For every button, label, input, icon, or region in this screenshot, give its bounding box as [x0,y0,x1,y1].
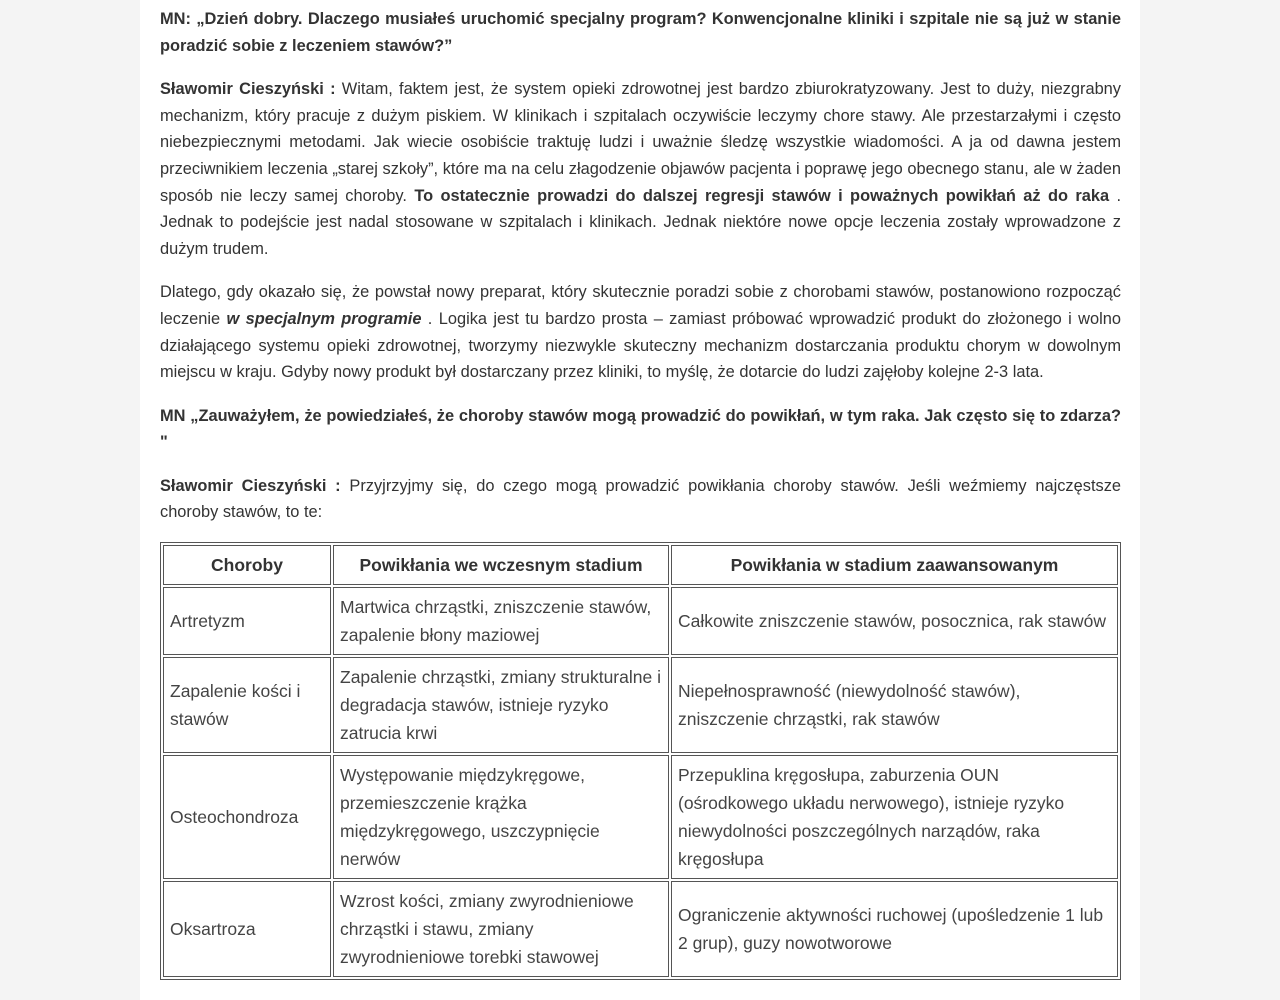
answer-2 [160,473,1121,526]
speaker-name: Sławomir Cieszyński : [160,476,341,495]
column-header: Choroby [163,545,331,585]
disease-cell: Zapalenie kości i stawów [163,657,331,753]
advanced-complications-cell: Całkowite zniszczenie stawów, posocznica, rak stawów [671,587,1118,655]
table-row [163,587,1118,655]
answer-text: Witam, faktem jest, że system opieki zdrowotnej jest bardzo zbiurokratyzowany. Jest to duży, niezgrabny mechanizm, który pracuje z dużym piskiem. W klinikach i szpitalach oczywiście leczymy chore stawy. Ale przestarzałymi i często niebezpiecznymi metodami. Jak wiecie osobiście traktuję ludzi i uważnie śledzę wszystkie wiadomości. A ja od dawna jestem przeciwnikiem leczenia „starej szkoły”, które ma na celu złagodzenie objawów pacjenta i poprawę jego obecnego stanu, ale w żaden sposób nie leczy samej choroby. [160,79,1121,205]
advanced-complications-cell: Przepuklina kręgosłupa, zaburzenia OUN (ośrodkowego układu nerwowego), istnieje ryzyko niewydolności poszczególnych narządów, raka kręgosłupa [671,755,1118,879]
advanced-complications-cell: Ograniczenie aktywności ruchowej (upośledzenie 1 lub 2 grup), guzy nowotworowe [671,881,1118,977]
question-1: MN: „Dzień dobry. Dlaczego musiałeś uruchomić specjalny program? Konwencjonalne kliniki i szpitale nie są już w stanie poradzić sobie z leczeniem stawów?” [160,10,1121,55]
emphasis-text: w specjalnym programie [226,310,422,329]
table-row [163,657,1118,753]
answer-text: . Jednak to podejście jest nadal stosowane w szpitalach i klinikach. Jednak niektóre nowe opcje leczenia zostały wprowadzone z dużym trudem. [160,186,1122,259]
table-row [163,755,1118,879]
speaker-name: Sławomir Cieszyński : [160,79,336,98]
article-page [140,0,1140,1000]
answer-1 [160,76,1121,263]
early-complications-cell: Martwica chrząstki, zniszczenie stawów, zapalenie błony maziowej [333,587,669,655]
disease-cell: Oksartroza [163,881,331,977]
early-complications-cell: Wzrost kości, zmiany zwyrodnieniowe chrząstki i stawu, zmiany zwyrodnieniowe torebki stawowej [333,881,669,977]
table-header-row [163,545,1118,585]
disease-cell: Osteochondroza [163,755,331,879]
question-2: MN „Zauważyłem, że powiedziałeś, że choroby stawów mogą prowadzić do powikłań, w tym raka. Jak często się to zdarza? " [160,406,1121,452]
paragraph-text: Dlatego, gdy okazało się, że powstał nowy preparat, który skutecznie poradzi sobie z chorobami stawów, postanowiono rozpocząć leczenie [160,283,1121,329]
early-complications-cell: Zapalenie chrząstki, zmiany strukturalne i degradacja stawów, istnieje ryzyko zatrucia krwi [333,657,669,753]
paragraph-program [160,279,1121,386]
complications-table [160,542,1121,980]
column-header: Powikłania we wczesnym stadium [333,545,669,585]
advanced-complications-cell: Niepełnosprawność (niewydolność stawów), zniszczenie chrząstki, rak stawów [671,657,1118,753]
article-content [160,6,1121,980]
column-header: Powikłania w stadium zaawansowanym [671,545,1118,585]
early-complications-cell: Występowanie międzykręgowe, przemieszczenie krążka międzykręgowego, uszczypnięcie nerwów [333,755,669,879]
table-row [163,881,1118,977]
disease-cell: Artretyzm [163,587,331,655]
paragraph-text: . Logika jest tu bardzo prosta – zamiast próbować wprowadzić produkt do złożonego i wolno działającego systemu opieki zdrowotnej, tworzymy niezwykle skuteczny mechanizm dostarczania produktu chorym w dowolnym miejscu w kraju. Gdyby nowy produkt był dostarczany przez kliniki, to myślę, że dotarcie do ludzi zajęłoby kolejne 2-3 lata. [160,310,1121,382]
answer-text: Przyjrzyjmy się, do czego mogą prowadzić powikłania choroby stawów. Jeśli weźmiemy najczęstsze choroby stawów, to te: [160,476,1121,522]
answer-bold-text: To ostatecznie prowadzi do dalszej regresji stawów i poważnych powikłań aż do raka [414,186,1110,205]
